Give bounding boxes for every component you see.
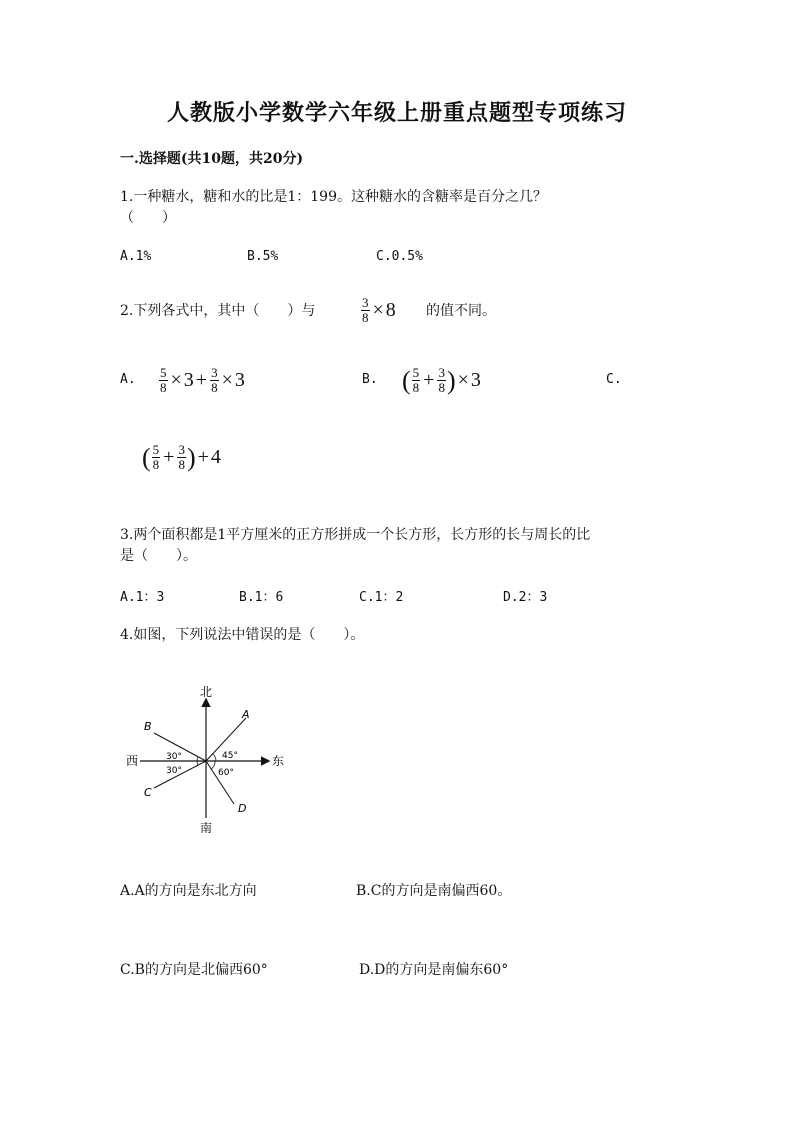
fraction [361,296,370,325]
question-2-expression [360,296,396,325]
q2-option-c-label[interactable]: C. [606,372,622,387]
question-2-prefix: 2.下列各式中，其中（ ）与 [120,303,316,319]
q4-option-d[interactable]: D.D的方向是南偏东60° [359,962,509,978]
operand: 3 [470,369,481,391]
fraction [152,443,161,472]
q1-option-c[interactable]: C.0.5% [376,249,423,264]
numerator: 5 [152,442,160,457]
q2-option-a-expression [158,366,245,395]
times-sign: × [221,369,233,391]
left-paren: ( [402,365,411,395]
denominator: 8 [362,310,369,325]
denominator: 8 [412,380,420,395]
plus-sign: + [195,369,208,391]
question-4-text: 4.如图，下列说法中错误的是（ ）。 [120,627,365,643]
q4-option-b[interactable]: B.C的方向是南偏西60。 [356,883,512,899]
q4-option-c[interactable]: C.B的方向是北偏西60° [120,962,268,978]
operand: 4 [210,446,221,468]
times-sign: × [457,369,469,391]
compass-direction-diagram [118,680,298,840]
q1-option-b[interactable]: B.5% [247,249,279,264]
question-1-blank: （ ） [120,210,176,226]
right-paren: ) [446,365,456,395]
page-title: 人教版小学数学六年级上册重点题型专项练习 [166,100,627,126]
q2-option-c-expression [142,443,221,472]
fraction [412,366,421,395]
fraction [177,443,186,472]
angle-a-label: 45° [222,751,238,761]
angle-arc-d [211,761,215,769]
plus-sign: + [423,369,435,391]
left-paren: ( [142,442,151,472]
east-label: 东 [272,754,285,768]
angle-d-label: 60° [218,768,234,778]
angle-arc-a [213,754,216,761]
q4-option-a[interactable]: A.A的方向是东北方向 [120,883,257,899]
numerator: 5 [160,365,167,380]
operand: 3 [234,369,245,391]
plus-sign: + [197,446,209,468]
angle-b-label: 30° [166,752,182,762]
right-paren: ) [186,442,196,472]
south-label: 南 [200,821,213,835]
denominator: 8 [438,380,445,395]
denominator: 8 [160,380,167,395]
plus-sign: + [163,446,175,468]
times-sign: × [170,369,182,391]
numerator: 3 [178,442,185,457]
operand: 8 [385,299,396,321]
numerator: 3 [211,365,218,380]
fraction [159,366,168,395]
q2-option-b-expression [402,366,481,395]
numerator: 3 [362,295,369,310]
question-1-text: 1.一种糖水，糖和水的比是1：199。这种糖水的含糖率是百分之几？ [120,189,547,205]
q2-option-b-label[interactable]: B. [362,372,378,387]
point-c-label: C [144,786,152,799]
operand: 3 [183,369,194,391]
numerator: 5 [412,365,420,380]
times-sign: × [372,299,384,321]
west-label: 西 [126,754,139,768]
denominator: 8 [152,457,160,472]
numerator: 3 [438,365,445,380]
denominator: 8 [211,380,218,395]
angle-c-label: 30° [166,766,182,776]
north-label: 北 [200,685,213,699]
question-3-line-2: 是（ ）。 [120,548,197,564]
point-a-label: A [242,708,250,721]
fraction [210,366,219,395]
denominator: 8 [178,457,185,472]
point-b-label: B [144,720,152,733]
question-3-line-1: 3.两个面积都是1平方厘米的正方形拼成一个长方形，长方形的长与周长的比 [120,527,591,543]
question-2-suffix: 的值不同。 [426,303,496,319]
q3-option-d[interactable]: D.2：3 [503,590,548,605]
q3-option-c[interactable]: C.1：2 [359,590,404,605]
q2-option-a-label[interactable]: A. [120,372,136,387]
point-d-label: D [238,802,247,815]
q3-option-a[interactable]: A.1：3 [120,590,165,605]
q3-option-b[interactable]: B.1：6 [239,590,284,605]
fraction [437,366,446,395]
section-heading: 一.选择题(共10题，共20分) [120,151,304,167]
q1-option-a[interactable]: A.1% [120,249,152,264]
